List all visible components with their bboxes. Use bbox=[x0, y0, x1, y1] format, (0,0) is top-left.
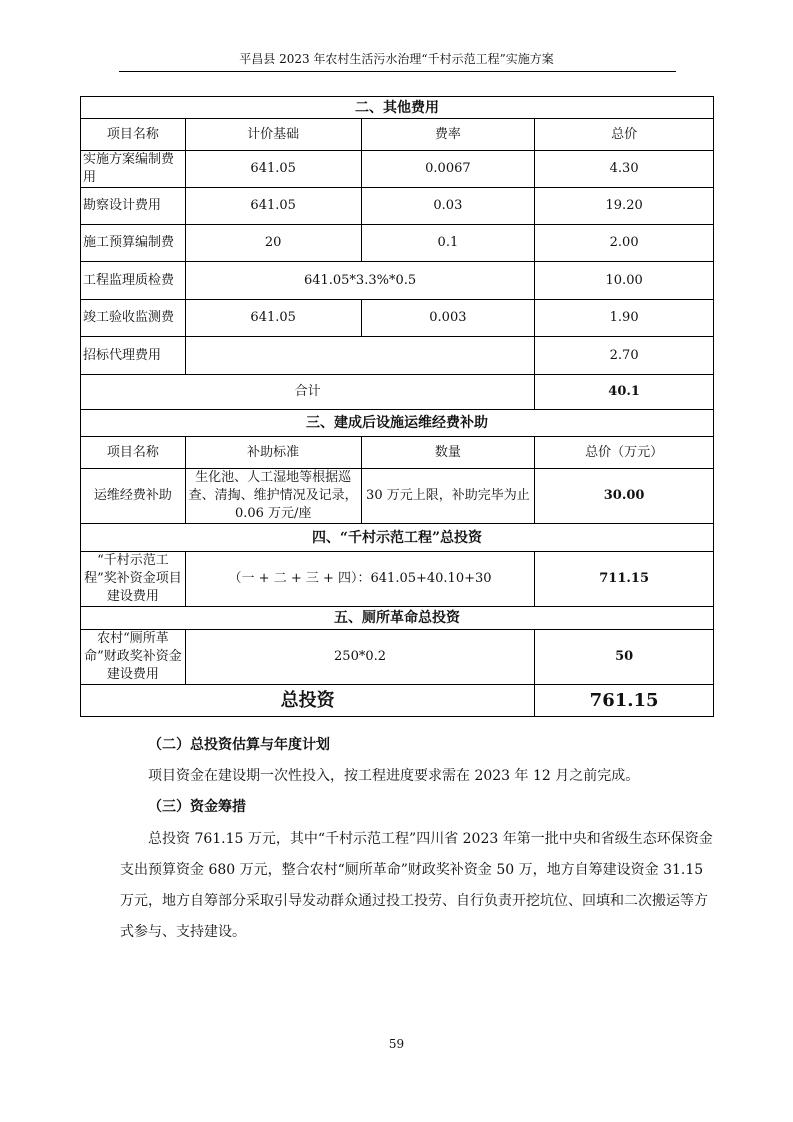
cell: 50 bbox=[535, 630, 714, 685]
cell: 施工预算编制费 bbox=[81, 225, 186, 262]
cell: 641.05 bbox=[185, 151, 361, 188]
table-row bbox=[81, 188, 714, 225]
col-header: 总价（万元） bbox=[535, 437, 714, 469]
cell: 合计 bbox=[81, 375, 535, 410]
col-header: 费率 bbox=[361, 119, 535, 151]
subheading: （三）资金筹措 bbox=[148, 799, 246, 815]
cell: 招标代理费用 bbox=[81, 337, 186, 375]
header-rule bbox=[119, 71, 676, 72]
cell: 10.00 bbox=[535, 262, 714, 300]
col-header: 补助标准 bbox=[185, 437, 361, 469]
col-header: 数量 bbox=[361, 437, 535, 469]
cell: 2.70 bbox=[535, 337, 714, 375]
cell: （一 + 二 + 三 + 四）：641.05+40.10+30 bbox=[185, 552, 534, 607]
table-row bbox=[81, 337, 714, 375]
cell: 0.0067 bbox=[361, 151, 535, 188]
cell: 250*0.2 bbox=[185, 630, 534, 685]
table-row bbox=[81, 300, 714, 337]
cell: 0.1 bbox=[361, 225, 535, 262]
cell: 641.05*3.3%*0.5 bbox=[185, 262, 534, 300]
col-header: 项目名称 bbox=[81, 119, 186, 151]
cell: 30.00 bbox=[535, 469, 714, 524]
cell: 641.05 bbox=[185, 188, 361, 225]
table-row bbox=[81, 151, 714, 188]
cost-table bbox=[80, 96, 714, 717]
subheading: （二）总投资估算与年度计划 bbox=[148, 737, 330, 753]
table-row bbox=[81, 469, 714, 524]
section-title: 二、其他费用 bbox=[81, 97, 714, 119]
cell: 1.90 bbox=[535, 300, 714, 337]
cell: 勘察设计费用 bbox=[81, 188, 186, 225]
table-row bbox=[81, 225, 714, 262]
running-header: 平昌县 2023 年农村生活污水治理“千村示范工程”实施方案 bbox=[239, 52, 554, 66]
cell: 2.00 bbox=[535, 225, 714, 262]
cell: 30 万元上限，补助完毕为止 bbox=[361, 469, 535, 524]
cell: 761.15 bbox=[535, 685, 714, 717]
cell: 40.1 bbox=[535, 375, 714, 410]
cell: 19.20 bbox=[535, 188, 714, 225]
table-row bbox=[81, 630, 714, 685]
section-title: 四、“千村示范工程”总投资 bbox=[81, 524, 714, 552]
cell bbox=[185, 337, 534, 375]
cell: 641.05 bbox=[185, 300, 361, 337]
cell: 运维经费补助 bbox=[81, 469, 186, 524]
cell: 总投资 bbox=[81, 685, 535, 717]
col-header: 计价基础 bbox=[185, 119, 361, 151]
page-number: 59 bbox=[388, 1037, 405, 1051]
cell: 0.03 bbox=[361, 188, 535, 225]
cell: 0.003 bbox=[361, 300, 535, 337]
section-title: 三、建成后设施运维经费补助 bbox=[81, 410, 714, 437]
grand-total-row bbox=[81, 685, 714, 717]
cell: 实施方案编制费用 bbox=[81, 151, 186, 188]
paragraph: 总投资 761.15 万元，其中“千村示范工程”四川省 2023 年第一批中央和省级生态环保资金支出预算资金 680 万元，整合农村“厕所革命”财政奖补资金 50 万，地方自筹建设资金 31.15 万元，地方自筹部分采取引导发动群众通过投工投劳、自行负责开挖坑位、回填和二次搬运等方式参与、支持建设。 bbox=[120, 831, 713, 940]
cell: 4.30 bbox=[535, 151, 714, 188]
cell: 工程监理质检费 bbox=[81, 262, 186, 300]
cell: 20 bbox=[185, 225, 361, 262]
table-row bbox=[81, 552, 714, 607]
table-row bbox=[81, 262, 714, 300]
cell: “千村示范工程”奖补资金项目建设费用 bbox=[81, 552, 186, 607]
cell: 竣工验收监测费 bbox=[81, 300, 186, 337]
cell: 农村“厕所革命”财政奖补资金建设费用 bbox=[81, 630, 186, 685]
section-title: 五、厕所革命总投资 bbox=[81, 607, 714, 630]
col-header: 项目名称 bbox=[81, 437, 186, 469]
cell: 生化池、人工湿地等根据巡查、清掏、维护情况及记录，0.06 万元/座 bbox=[185, 469, 361, 524]
col-header: 总价 bbox=[535, 119, 714, 151]
paragraph: 项目资金在建设期一次性投入，按工程进度要求需在 2023 年 12 月之前完成。 bbox=[148, 768, 640, 784]
cell: 711.15 bbox=[535, 552, 714, 607]
sum-row bbox=[81, 375, 714, 410]
